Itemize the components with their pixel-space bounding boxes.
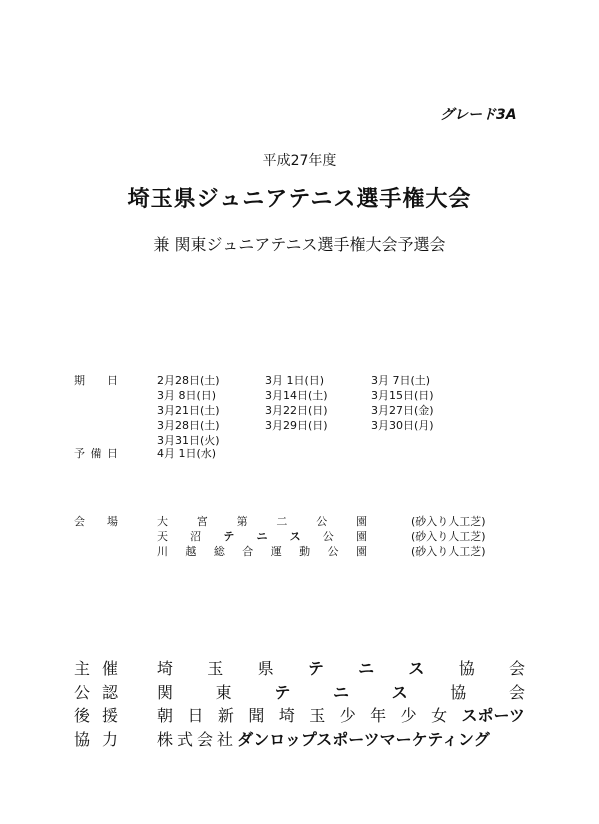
venue-label — [74, 514, 118, 529]
grade-label: グレード3A — [440, 107, 517, 123]
org-value-char: 聞 — [248, 706, 265, 725]
page-title: 埼玉県ジュニアテニス選手権大会 — [127, 187, 472, 212]
date-cell: 3月21日(土) — [157, 404, 220, 417]
org-value-char: 株 — [157, 729, 174, 749]
org-label-char: 公 — [74, 682, 91, 702]
date-cell: 3月15日(日) — [371, 389, 434, 402]
venue-name-char: テ — [223, 530, 235, 543]
venue-name-char: 天 — [157, 530, 168, 543]
org-value-char: 関 — [157, 682, 174, 702]
org-label — [74, 704, 118, 728]
org-label-char: 援 — [101, 706, 118, 725]
date-cell: 3月31日(火) — [157, 434, 220, 447]
org-value-char: 式 — [177, 729, 194, 749]
date-cell: 2月28日(土) — [157, 374, 220, 387]
org-label-char: 主 — [74, 659, 91, 678]
venue-name-char: ス — [289, 530, 301, 543]
org-value-char: 協 — [458, 659, 475, 678]
org-value-char: 会 — [508, 659, 525, 678]
date-cell: 3月14日(土) — [265, 389, 328, 402]
date-cell: 3月 8日(日) — [157, 389, 217, 402]
schedule-label-char: 期 — [74, 374, 85, 387]
venue-name-char: 合 — [242, 545, 254, 558]
organizer-labels — [74, 657, 118, 751]
org-label-char: 後 — [74, 706, 91, 725]
org-value-char: テ — [274, 682, 291, 702]
org-value-char: 年 — [370, 706, 387, 725]
venue-name-char: 越 — [185, 545, 197, 558]
org-value-char: ス — [408, 659, 425, 678]
org-value-char: 玉 — [309, 706, 326, 725]
date-cell: 3月29日(日) — [265, 419, 328, 432]
venue-name-char: ニ — [256, 530, 268, 543]
date-cell: 3月28日(土) — [157, 419, 220, 432]
org-label-char: 協 — [74, 729, 91, 749]
schedule-table — [157, 373, 434, 448]
venue-name-char: 第 — [236, 515, 248, 528]
org-value-char: 女 — [431, 706, 448, 725]
venue-name-char: 川 — [157, 545, 168, 558]
org-value-char: 朝 — [157, 706, 174, 725]
reserve-label — [74, 446, 118, 461]
venue-item — [157, 544, 486, 559]
venue-name-char: 公 — [327, 545, 339, 558]
venue-label-char: 場 — [107, 515, 118, 528]
org-label-char: 認 — [101, 682, 118, 702]
org-value-char: 日 — [187, 706, 204, 725]
org-value-char: 新 — [217, 706, 234, 725]
fiscal-year: 平成27年度 — [262, 153, 337, 169]
venue-surface: (砂入り人工芝) — [411, 515, 486, 528]
date-cell: 3月27日(金) — [371, 404, 434, 417]
org-value-char: 埼 — [278, 706, 295, 725]
org-value-char: 県 — [257, 659, 274, 678]
date-cell: 3月30日(月) — [371, 419, 434, 432]
venue-name-char: 園 — [355, 545, 367, 558]
org-value-char: 東 — [215, 682, 232, 702]
page-subtitle: 兼 関東ジュニアテニス選手権大会予選会 — [153, 235, 446, 254]
reserve-label-char: 予 — [74, 447, 85, 460]
reserve-label-char: 備 — [90, 447, 102, 460]
schedule-section — [74, 373, 118, 388]
venue-list — [157, 514, 486, 559]
venue-name-char: 公 — [322, 530, 334, 543]
org-value-char: ダンロップスポーツマーケティング — [237, 729, 490, 749]
org-value-char: ニ — [332, 682, 349, 702]
venue-name-char: 宮 — [196, 515, 208, 528]
org-value-char: 少 — [339, 706, 356, 725]
venue-item — [157, 514, 486, 529]
org-label — [74, 657, 118, 681]
date-cell: 3月22日(日) — [265, 404, 328, 417]
org-value — [157, 657, 525, 681]
date-cell: 3月 7日(土) — [371, 374, 431, 387]
org-value-char: ス — [391, 682, 408, 702]
org-label — [74, 728, 118, 752]
venue-name-char: 二 — [276, 515, 288, 528]
venue-name-char: 沼 — [190, 530, 202, 543]
org-value-char: ニ — [358, 659, 375, 678]
org-value — [157, 728, 525, 752]
venue-name-char: 大 — [157, 515, 168, 528]
reserve-label-char: 日 — [107, 447, 118, 460]
venue-name-char: 園 — [355, 530, 367, 543]
org-value — [157, 704, 525, 728]
org-label — [74, 681, 118, 705]
org-value — [157, 681, 525, 705]
schedule-label — [74, 373, 118, 388]
org-label-char: 催 — [101, 659, 118, 678]
venue-label-char: 会 — [74, 515, 85, 528]
org-value-char: 玉 — [207, 659, 224, 678]
org-value-char: 少 — [400, 706, 417, 725]
venue-name-char: 公 — [316, 515, 328, 528]
venue-name-char: 総 — [213, 545, 225, 558]
venue-surface: (砂入り人工芝) — [411, 545, 486, 558]
schedule-label-char: 日 — [107, 374, 118, 387]
venue-name-char: 動 — [299, 545, 311, 558]
venue-surface: (砂入り人工芝) — [411, 530, 486, 543]
org-label-char: 力 — [101, 729, 118, 749]
venue-name-char: 運 — [270, 545, 282, 558]
venue-name-char: 園 — [355, 515, 367, 528]
organizer-values — [157, 657, 525, 751]
venue-item — [157, 529, 486, 544]
org-value-char: 社 — [217, 729, 234, 749]
org-value-char: 会 — [197, 729, 214, 749]
reserve-date: 4月 1日(水) — [157, 447, 217, 460]
org-value-char: テ — [307, 659, 324, 678]
org-value-char: 埼 — [157, 659, 174, 678]
org-value-char: 協 — [450, 682, 467, 702]
org-value-char: スポーツ — [461, 706, 525, 725]
org-value-char: 会 — [508, 682, 525, 702]
date-cell: 3月 1日(日) — [265, 374, 325, 387]
